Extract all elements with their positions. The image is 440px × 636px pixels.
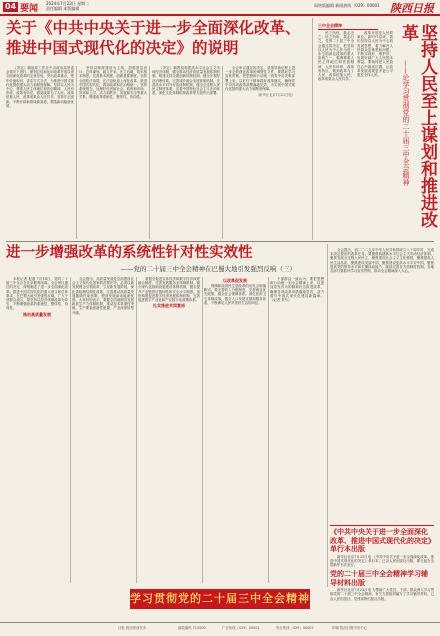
- footer-postcode: 邮政编码 710000: [178, 626, 206, 630]
- second-column-1: [6, 277, 68, 583]
- page-number: 04: [5, 2, 17, 11]
- column-divider: [136, 277, 137, 583]
- commentary-text-1: 民之所忧，我必念之；民之所盼，我必行之。党的二十届三中全会通过的决定，把坚持以人民为中心作为进一步全面深化改革的重大原则之一，强调尊重人民主体地位和首创精神，人民有所呼、改革有所应，做到改革为了人民、改革依靠人民、改革成果由人民共享。: [318, 31, 354, 82]
- section-divider: [312, 18, 313, 240]
- lead-byline: （新华社北京7月21日电）: [255, 93, 295, 98]
- footer-address: 社址 陕西省西安市: [118, 626, 147, 630]
- editors-info: 网络版编辑 新闻热线（029）00001: [314, 3, 380, 8]
- footer-distribution: 发行热线（029）00002: [276, 626, 314, 630]
- section-name: 要闻: [20, 4, 39, 14]
- masthead: [0, 0, 440, 16]
- section-rule: [6, 241, 434, 242]
- brief-text-1: 新华社北京7月21日电 《中共中央关于进一步全面深化改革、推进中国式现代化的决定》单行本，已由人民出版社出版，即日起在全国新华书店发行。: [330, 554, 434, 567]
- second-headline: 进一步增强改革的系统性针对性实效性: [6, 245, 253, 261]
- sidebar-column: [330, 248, 434, 513]
- second-column-5: [270, 277, 324, 583]
- brief-title-1: 《中共中央关于进一步全面深化改革、推进中国式现代化的决定》单行本出版: [330, 528, 432, 553]
- lead-column-2: [79, 66, 147, 239]
- footer-ad-line: 广告热线（029）00001: [222, 626, 260, 630]
- lead-column-4: [225, 66, 295, 239]
- editor-line: 责任编辑 本版编辑: [46, 6, 80, 11]
- second-subhead-3: 扎实推进共同富裕: [153, 303, 185, 309]
- commentary-subheadline: ——论学习贯彻党的二十届三中全会精神: [402, 60, 410, 186]
- commentary-column-2: [357, 31, 393, 237]
- column-divider: [70, 277, 71, 583]
- news-brief-box: [330, 525, 434, 601]
- second-text-2: 全会提出，高质量发展是全面建设社会主义现代化国家的首要任务。必须以新发展理念引领改革，立足新发展阶段，深化供给侧结构性改革，完善推动高质量发展激励约束机制，塑造发展新动能新优势。大家纷纷表示，要健全因地制宜发展新质生产力体制机制，推动技术革命性突破、生产要素创新性配置、产业深度转型升级。: [72, 277, 134, 315]
- second-text-1: 本报记者 报道 7月18日，党的二十届三中全会在北京胜利闭幕。全会审议通过的决定，深刻阐述了进一步全面深化改革、推进中国式现代化的重大意义和总体要求，在巴蜀大地引发强烈反响。广大干部群众表示，要坚持以经济体制改革为牵引，不断增强改革的系统性、整体性、协同性。: [6, 277, 68, 311]
- lead-text-4: 全会审议通过的决定，是指导新征程上进一步全面深化改革的纲领性文件。要抓好学习宣传贯彻，把思想和行动统一到党中央决策部署上来，以钉钉子精神抓好改革落实，确保党中央各项改革部署落地见效，为实现中国式现代化提供强大动力和制度保障。: [225, 66, 295, 92]
- column-divider: [268, 277, 269, 583]
- issue-date: 2024年7月23日 星期二: [46, 1, 90, 6]
- column-divider: [76, 66, 77, 239]
- brief-text-2: 新华社北京7月22日电 为帮助广大党员、干部、群众深入学习贯彻党的二十届三中全会精神，有关方面组织编写了学习辅导材料，已由人民出版社、党建读物出版社出版。: [330, 588, 434, 601]
- sidebar-text: 全会提出，到二〇二九年中华人民共和国成立八十周年时，完成本决定提出的改革任务。要聚焦构建高水平社会主义市场经济体制，聚焦发展全过程人民民主，聚焦建设社会主义文化强国，聚焦提高人民生活品质，聚焦建设美丽中国，聚焦建设更高水平平安中国，聚焦提高党的领导水平和长期执政能力，继续完善各方面制度机制。各地各部门要抓好学习宣传贯彻，推动全会精神深入人心。: [330, 248, 434, 274]
- second-column-4: [204, 277, 266, 583]
- column-divider: [149, 66, 150, 239]
- commentary-text-2: 改革开放是人民的事业。新时代以来，我们坚持以人民为中心的发展思想，着力解决人民群众急难愁盼问题，不断实现好、维护好、发展好最广大人民根本利益。要始终把人民放在心中最高位置，让改革发展成果更多更公平惠及全体人民。: [357, 31, 393, 78]
- lead-text-1: 《决定》稿起草工作在中央政治局常委会领导下进行，深刻总结和运用改革开放以来全面深化改革的宝贵经验，突出改革重点，把牢价值取向，讲求方式方法，为推进中国式现代化提供强大动力和制度保障。坚持以人民为中心，尊重人民主体地位和首创精神，人民有所呼、改革有所应，做到改革为了人民、改革依靠人民、改革成果由人民共享。坚持守正创新，不断开辟新领域新赛道，塑造新动能新优势。: [6, 66, 74, 108]
- series-label: 三中全会精神: [318, 23, 378, 30]
- second-subhead-1: 推动高质量发展: [23, 311, 51, 317]
- date-line: [46, 1, 89, 11]
- lead-column-1: [6, 66, 74, 239]
- lead-column-3: [152, 66, 220, 239]
- lead-headline: 关于《中共中央关于进一步全面深化改革、推进中国式现代化的决定》的说明: [6, 19, 301, 57]
- second-text-5: 干部群众一致认为，要把思想和行动统一到全会精神上来，以更加奋发有为的精神状态推进改革，确保各项改革举措落地见效，奋力谱写中国式现代化建设新篇章。（记者 采写）: [270, 277, 324, 303]
- column-divider: [222, 66, 223, 239]
- page-footer: [0, 622, 440, 636]
- second-column-2: [72, 277, 134, 583]
- brief-title-2: 党的二十届三中全会精神学习辅导材料出版: [330, 570, 428, 587]
- newspaper-logo: 陕西日报: [390, 2, 434, 15]
- section-divider: [327, 244, 328, 587]
- column-divider: [202, 277, 203, 583]
- lead-text-3: 《决定》稿围绕构建高水平社会主义市场经济体制，健全推动经济高质量发展体制机制，构建支持全面创新体制机制，健全宏观经济治理体系，完善城乡融合发展体制机制，完善高水平对外开放体制机制，健全全过程人民民主制度体系，完善中国特色社会主义法治体系，深化文化体制机制改革等方面作出部署。: [152, 66, 220, 96]
- second-subhead-4: 以改革促发展: [223, 278, 247, 283]
- lead-text-2: 坚持以制度建设为主线，加强顶层设计、总体谋划，破立并举、先立后破，筑牢根本制度，完善基本制度，创新重要制度。坚持全面依法治国，在法治轨道上深化改革、推进中国式现代化，做到改革和法治相统一。坚持系统观念，处理好经济和社会、政府和市场、效率和公平、活力和秩序、发展和安全等重大关系，增强改革系统性、整体性、协同性。: [79, 66, 147, 100]
- second-column-3: [138, 277, 200, 583]
- second-text-3: 要健全促进实体经济和数字经济深度融合制度，完善发展服务业体制机制，健全现代化基础设施建设体制机制，健全提升产业链供应链韧性和安全水平制度。加快构建促进数字经济发展体制机制，完善促进数字产业化和产业数字化政策体系。: [138, 277, 200, 303]
- second-text-4: 保障和改善民生是改革的出发点和落脚点。要完善收入分配制度，完善就业优先政策，健全社会保障体系，深化医药卫生体制改革，健全人口发展支撑和服务体系，不断满足人民对美好生活的向往。: [204, 284, 266, 305]
- banner-text: 学习贯彻党的二十届三中全会精神: [130, 592, 310, 605]
- commentary-column-1: [318, 31, 354, 237]
- footer-printer: 印刷 陕西日报印务中心: [332, 626, 367, 630]
- commentary-headline: 坚持人民至上谋划和推进改革: [398, 24, 437, 228]
- campaign-banner: [130, 589, 310, 609]
- second-subheadline: ——党的二十届三中全会精神在巴蜀大地引发强烈反响（三）: [120, 265, 296, 273]
